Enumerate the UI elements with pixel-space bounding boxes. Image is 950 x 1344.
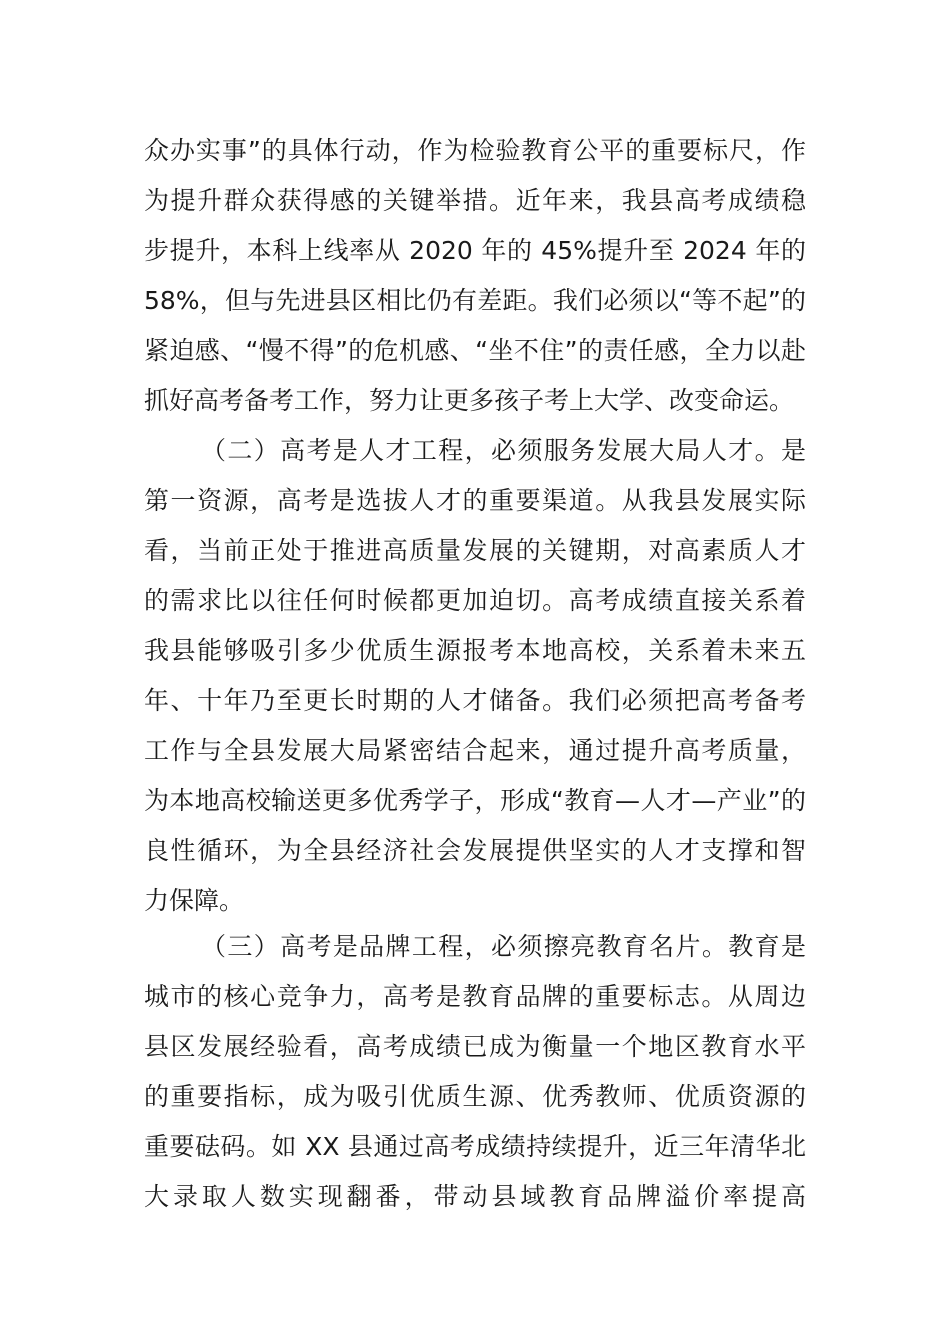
text-line: 步提升，本科上线率从 2020 年的 45%提升至 2024 年的 [144, 236, 806, 265]
text-line: 的需求比以往任何时候都更加迫切。高考成绩直接关系着 [144, 586, 806, 615]
text-line: 年、十年乃至更长时期的人才储备。我们必须把高考备考 [144, 686, 806, 715]
text-line: 县区发展经验看，高考成绩已成为衡量一个地区教育水平 [144, 1032, 806, 1061]
text-line: 抓好高考备考工作，努力让更多孩子考上大学、改变命运。 [144, 386, 795, 415]
text-line: 第一资源，高考是选拔人才的重要渠道。从我县发展实际 [144, 486, 806, 515]
paragraph-heading-line: （三）高考是品牌工程，必须擦亮教育名片。教育是 [201, 932, 806, 961]
text-line: 城市的核心竞争力，高考是教育品牌的重要标志。从周边 [144, 982, 806, 1011]
paragraph-heading-line: （二）高考是人才工程，必须服务发展大局人才。是 [201, 436, 806, 465]
text-line: 看，当前正处于推进高质量发展的关键期，对高素质人才 [144, 536, 806, 565]
text-line: 为提升群众获得感的关键举措。近年来，我县高考成绩稳 [144, 186, 806, 215]
text-line: 工作与全县发展大局紧密结合起来，通过提升高考质量， [144, 736, 806, 765]
text-line: 众办实事”的具体行动，作为检验教育公平的重要标尺，作 [144, 136, 806, 165]
text-line: 紧迫感、“慢不得”的危机感、“坐不住”的责任感，全力以赴 [144, 336, 806, 365]
text-line: 重要砝码。如 XX 县通过高考成绩持续提升，近三年清华北 [144, 1132, 806, 1161]
text-line: 的重要指标，成为吸引优质生源、优秀教师、优质资源的 [144, 1082, 806, 1111]
text-line: 为本地高校输送更多优秀学子，形成“教育—人才—产业”的 [144, 786, 806, 815]
text-line: 大录取人数实现翻番，带动县域教育品牌溢价率提高 [144, 1182, 806, 1211]
text-line: 我县能够吸引多少优质生源报考本地高校，关系着未来五 [144, 636, 806, 665]
text-line: 力保障。 [144, 886, 245, 915]
text-line: 良性循环，为全县经济社会发展提供坚实的人才支撑和智 [144, 836, 806, 865]
text-line: 58%，但与先进县区相比仍有差距。我们必须以“等不起”的 [144, 286, 806, 315]
